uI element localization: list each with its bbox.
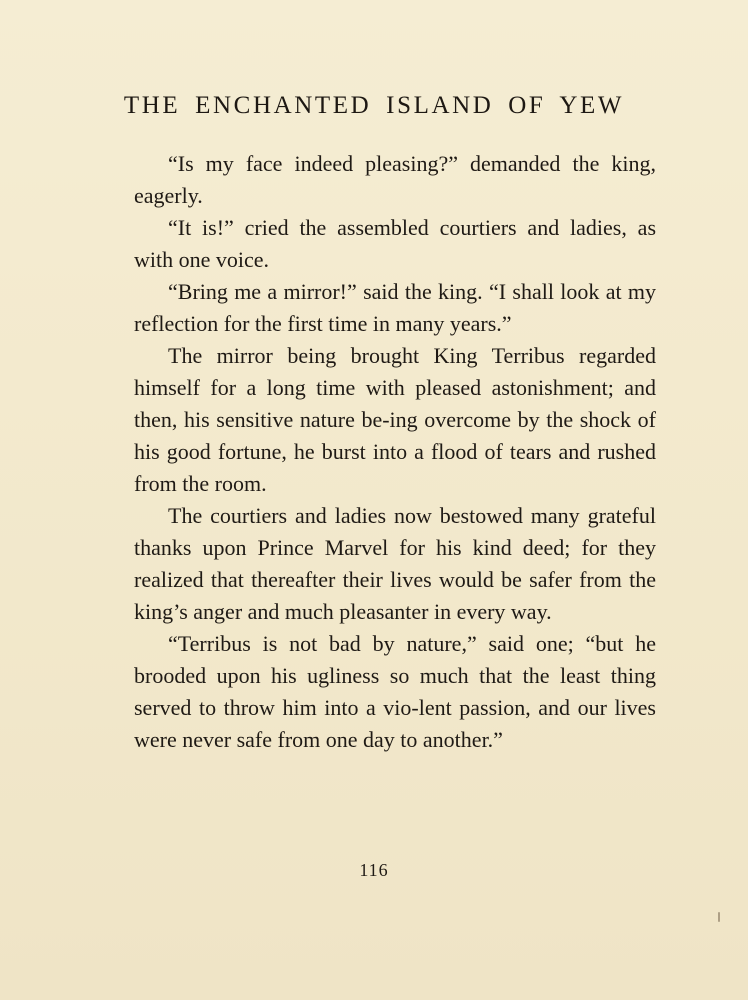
paragraph-3: “Bring me a mirror!” said the king. “I shall look at my reflection for the first time in many years.” xyxy=(134,279,656,336)
paragraph-6: “Terribus is not bad by nature,” said one; “but he brooded upon his ugliness so much that the least thing served to throw him into a vio-lent passion, and our lives were never safe from one day to another.” xyxy=(134,631,656,752)
paper-speck xyxy=(718,912,720,922)
page-number: 116 xyxy=(359,860,389,880)
running-head-title: THE ENCHANTED ISLAND OF YEW xyxy=(123,92,625,119)
paragraph-5: The courtiers and ladies now bestowed many grateful thanks upon Prince Marvel for his kind deed; for they realized that thereafter their lives would be safer from the king’s anger and much pleasanter in every way. xyxy=(134,503,656,624)
paragraph-4: The mirror being brought King Terribus regarded himself for a long time with pleased astonishment; and then, his sensitive nature be-ing overcome by the shock of his good fortune, he burst into a flood of tears and rushed from the room. xyxy=(134,343,656,496)
paragraph-2: “It is!” cried the assembled courtiers and ladies, as with one voice. xyxy=(134,215,656,272)
paragraph-1: “Is my face indeed pleasing?” demanded the king, eagerly. xyxy=(134,151,656,208)
body-text xyxy=(134,148,656,756)
